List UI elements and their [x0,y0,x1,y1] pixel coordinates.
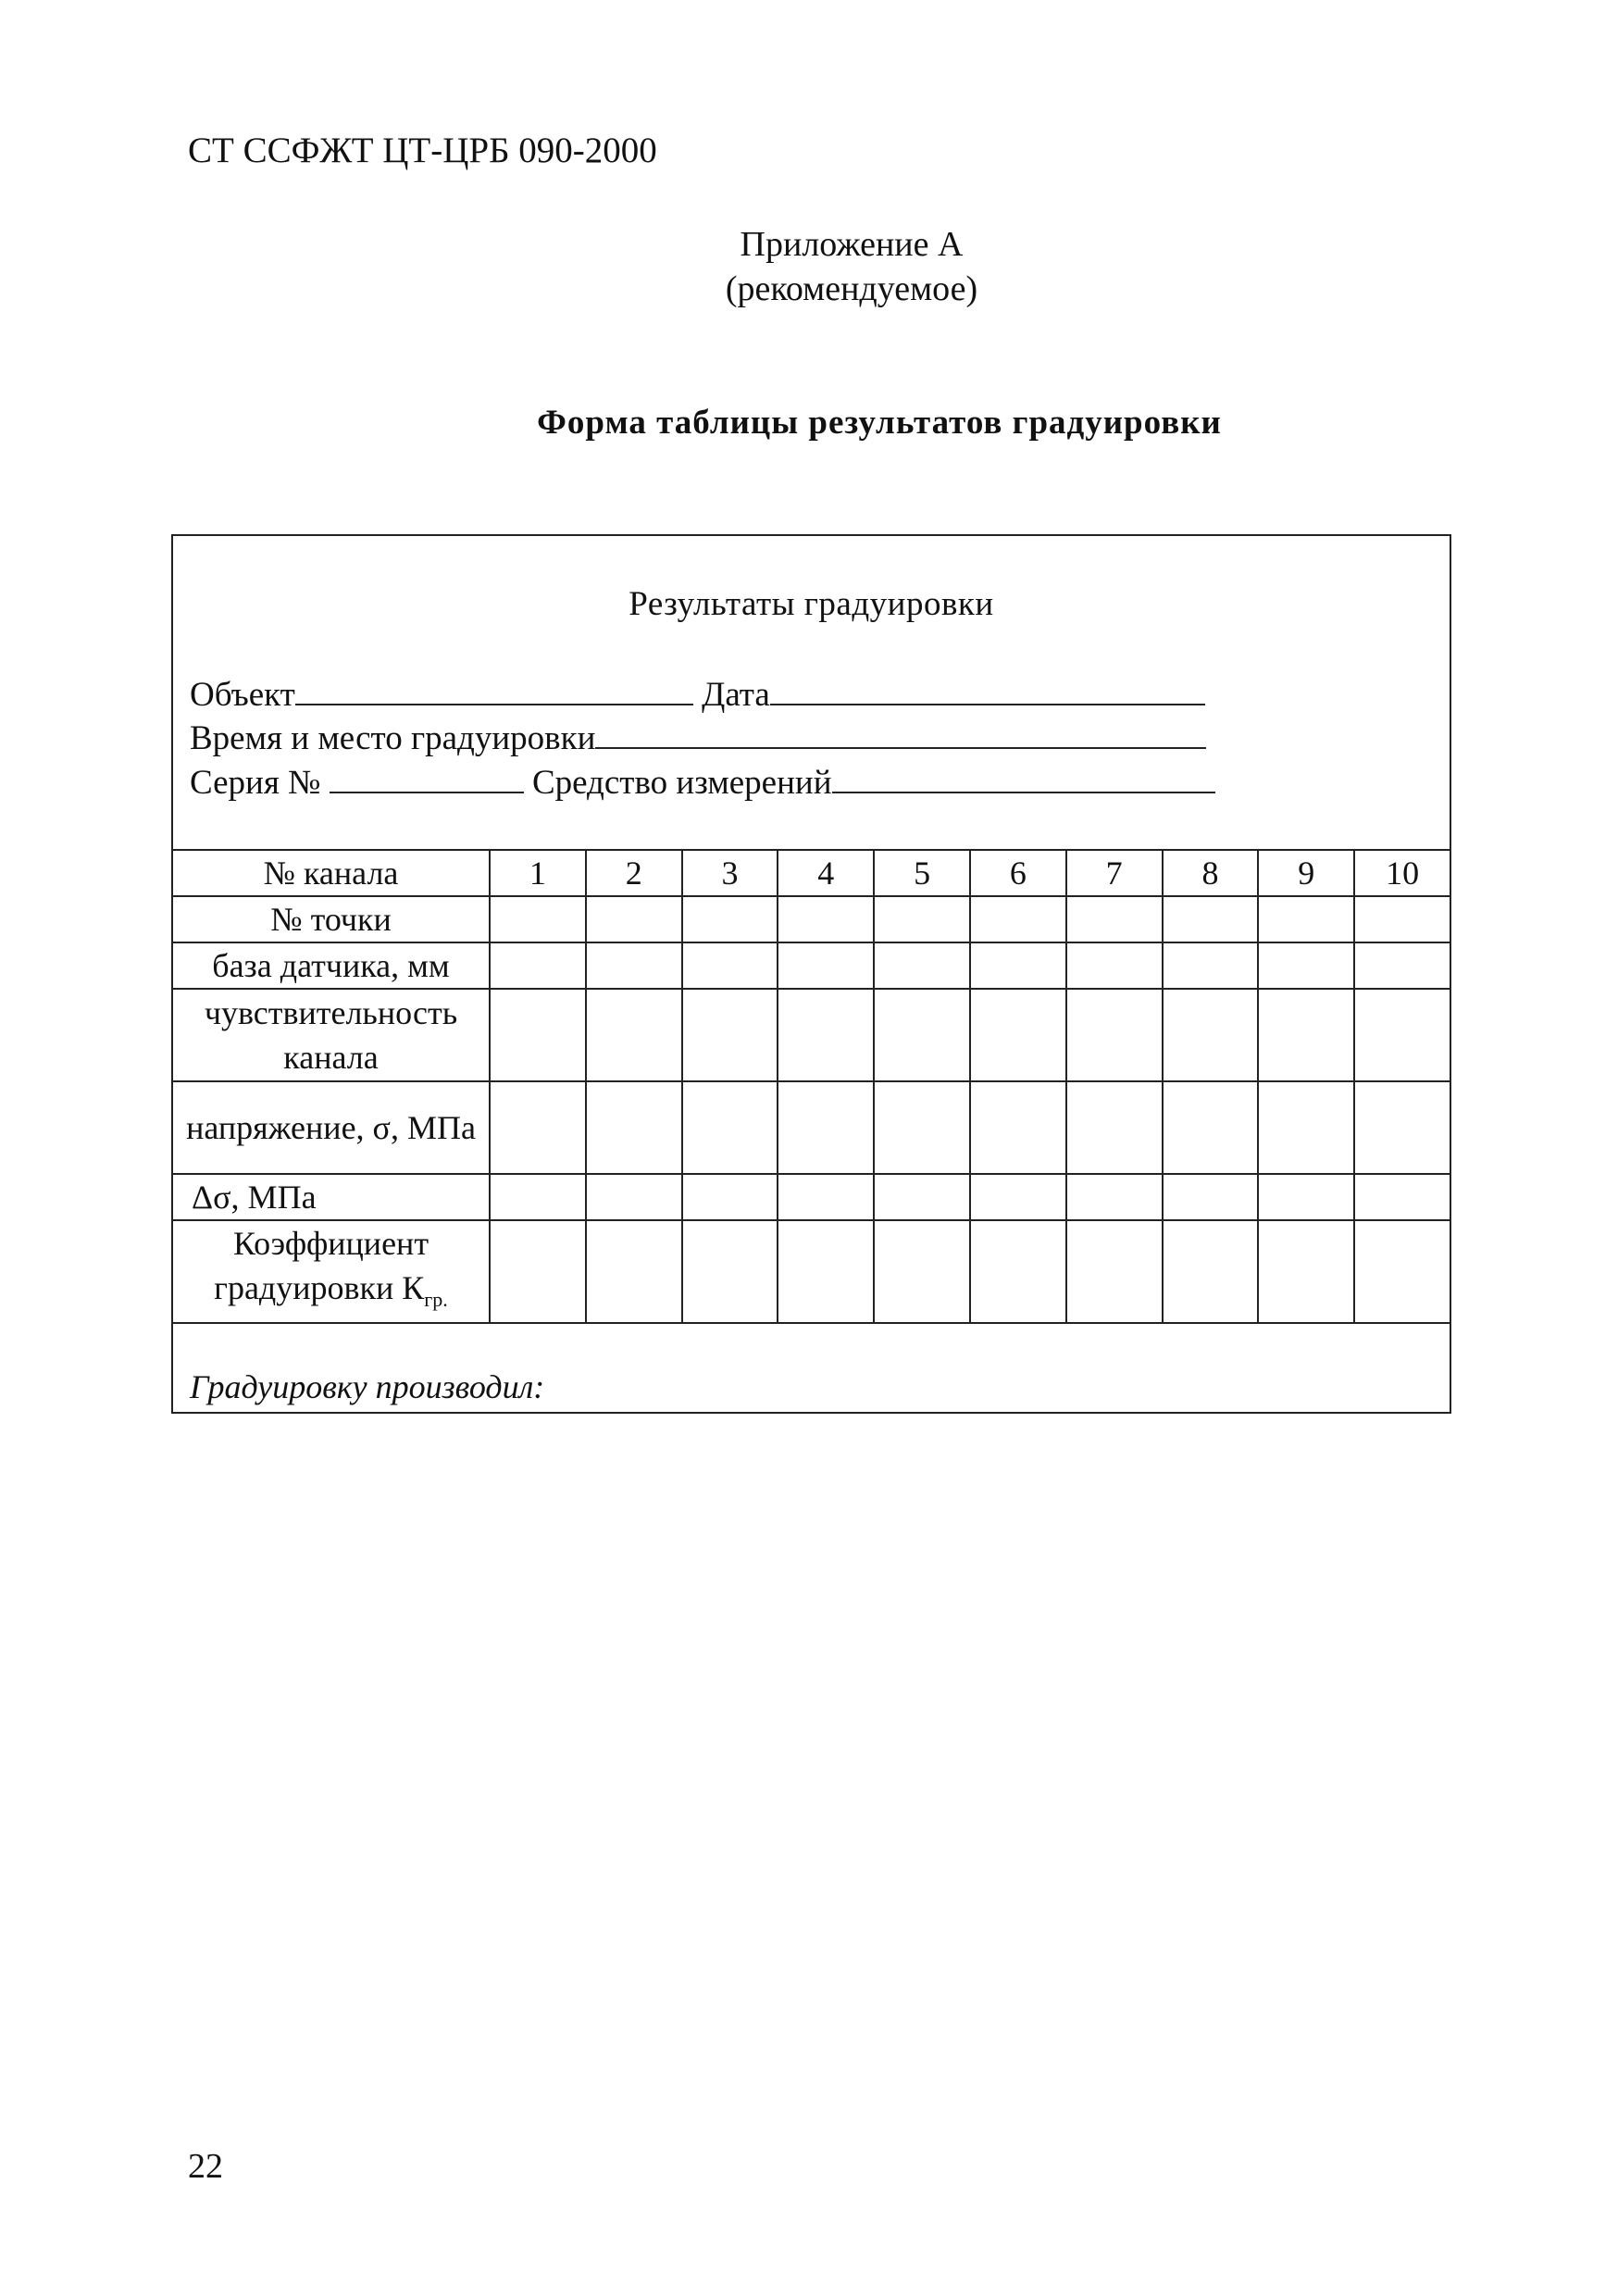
signed-by-label: Градуировку производил: [190,1368,545,1405]
row-label [172,1220,490,1323]
table-cell[interactable] [1066,896,1163,942]
table-cell[interactable] [586,1220,682,1323]
table-cell[interactable] [970,942,1066,989]
table-cell[interactable] [874,896,970,942]
date-field[interactable] [770,676,1205,705]
table-cell[interactable] [1354,942,1450,989]
table-cell[interactable] [1258,1174,1354,1220]
table-cell[interactable] [682,989,778,1081]
table-cell[interactable] [778,896,874,942]
table-cell[interactable] [1258,1220,1354,1323]
instrument-field[interactable] [832,764,1215,793]
table-cell[interactable] [1354,1081,1450,1174]
table-cell[interactable] [490,1081,586,1174]
table-cell[interactable] [970,1220,1066,1323]
table-row [172,1081,1450,1174]
table-cell[interactable] [1066,1220,1163,1323]
page-number: 22 [188,2147,223,2186]
table-cell[interactable] [682,1174,778,1220]
appendix-note: (рекомендуемое) [725,269,978,308]
table-cell[interactable] [1163,942,1259,989]
table-cell[interactable] [682,1081,778,1174]
table-cell[interactable] [490,942,586,989]
object-date-line [190,675,1205,715]
table-cell[interactable] [490,896,586,942]
row-label: чувствительность канала [172,989,490,1081]
table-row [172,942,1450,989]
table-cell[interactable] [682,1220,778,1323]
table-cell[interactable] [1354,1220,1450,1323]
channel-number: 4 [778,850,874,896]
table-cell[interactable] [874,1081,970,1174]
table-row [172,1220,1450,1323]
channel-number: 10 [1354,850,1450,896]
time-place-field[interactable] [595,719,1206,749]
time-place-label: Время и место градуировки [190,719,596,757]
channel-number: 9 [1258,850,1354,896]
table-cell[interactable] [778,1081,874,1174]
coef-symbol: К [402,1269,425,1306]
table-cell[interactable] [1066,989,1163,1081]
table-cell[interactable] [970,989,1066,1081]
instrument-label: Средство измерений [531,764,832,802]
table-cell[interactable] [1163,1174,1259,1220]
series-field[interactable] [330,764,524,793]
row-label: база датчика, мм [172,942,490,989]
series-instrument-line [190,763,1215,803]
table-cell[interactable] [1163,1220,1259,1323]
table-cell[interactable] [970,896,1066,942]
table-cell[interactable] [1354,1174,1450,1220]
table-cell[interactable] [1163,896,1259,942]
channel-number: 2 [586,850,682,896]
table-cell[interactable] [1163,989,1259,1081]
table-cell[interactable] [1258,989,1354,1081]
table-cell[interactable] [1066,1174,1163,1220]
table-row [172,1174,1450,1220]
channel-header-label: № канала [172,850,490,896]
channel-number: 6 [970,850,1066,896]
channel-number: 3 [682,850,778,896]
row-label: Δσ, МПа [172,1174,490,1220]
table-cell[interactable] [1066,1081,1163,1174]
channel-number: 1 [490,850,586,896]
channel-number: 8 [1163,850,1259,896]
table-cell[interactable] [874,1220,970,1323]
table-row [172,896,1450,942]
table-cell[interactable] [586,989,682,1081]
table-cell[interactable] [778,989,874,1081]
coef-subscript: гр. [424,1288,448,1312]
table-cell[interactable] [778,942,874,989]
table-cell[interactable] [778,1174,874,1220]
appendix-title: Приложение А [740,225,964,264]
table-cell[interactable] [874,989,970,1081]
table-cell[interactable] [970,1174,1066,1220]
table-cell[interactable] [490,1220,586,1323]
table-cell[interactable] [1354,989,1450,1081]
table-cell[interactable] [490,989,586,1081]
table-cell[interactable] [586,1081,682,1174]
table-cell[interactable] [682,896,778,942]
series-label: Серия № [190,764,321,802]
table-cell[interactable] [1354,896,1450,942]
table-cell[interactable] [586,1174,682,1220]
table-cell[interactable] [874,942,970,989]
table-cell[interactable] [1258,896,1354,942]
calibration-table [171,849,1451,1324]
document-code: СТ ССФЖТ ЦТ-ЦРБ 090-2000 [188,131,657,170]
channel-number: 5 [874,850,970,896]
results-form-frame [171,534,1451,1414]
table-cell[interactable] [874,1174,970,1220]
table-cell[interactable] [1258,1081,1354,1174]
table-cell[interactable] [682,942,778,989]
time-place-line [190,718,1206,758]
table-cell[interactable] [970,1081,1066,1174]
table-cell[interactable] [490,1174,586,1220]
object-label: Объект [190,676,295,714]
row-label: № точки [172,896,490,942]
coef-label: Коэффициент градуировки [214,1225,429,1306]
table-cell[interactable] [586,942,682,989]
table-header-row [172,850,1450,896]
channel-number: 7 [1066,850,1163,896]
table-cell[interactable] [778,1220,874,1323]
table-row [172,989,1450,1081]
table-cell[interactable] [1163,1081,1259,1174]
table-cell[interactable] [586,896,682,942]
row-label: напряжение, σ, МПа [172,1081,490,1174]
table-cell[interactable] [1258,942,1354,989]
form-title: Форма таблицы результатов градуировки [537,404,1222,442]
results-title: Результаты градуировки [629,585,994,623]
table-cell[interactable] [1066,942,1163,989]
date-label: Дата [702,676,770,714]
object-field[interactable] [295,676,693,705]
